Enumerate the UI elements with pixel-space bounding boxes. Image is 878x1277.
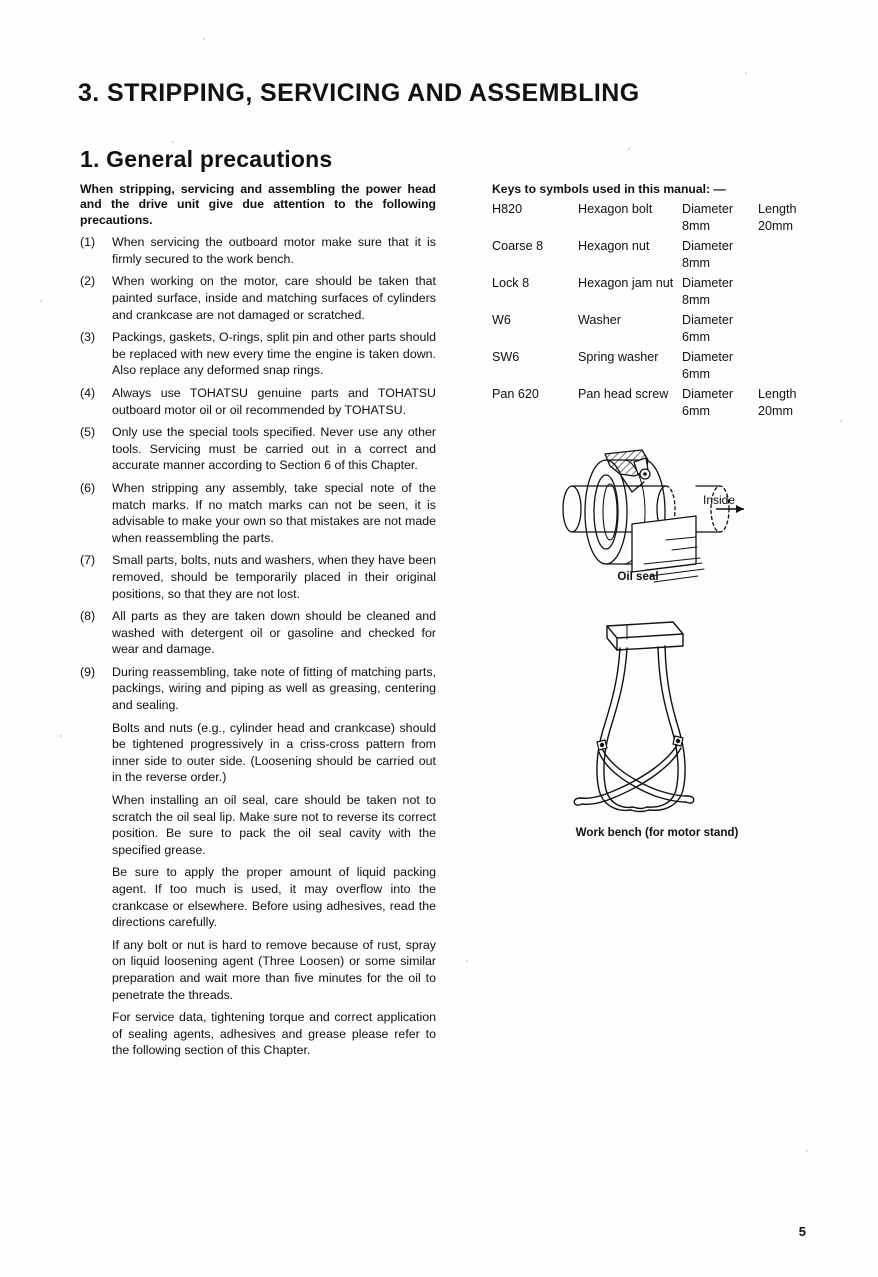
sub-paragraph: Be sure to apply the proper amount of liquid packing agent. If too much is used, it may overflow into the crankcase or elsewhere. Before using adhesives, read the directions carefully. [112, 865, 436, 930]
symbol-diameter: Diameter 6mm [682, 313, 734, 344]
table-row [492, 312, 832, 349]
table-row [492, 201, 832, 238]
symbol-length [758, 275, 832, 312]
symbol-length [758, 312, 832, 349]
symbol-code: Lock 8 [492, 276, 530, 290]
symbol-code: H820 [492, 202, 523, 216]
item-text: Only use the special tools specified. Never use any other tools. Servicing must be carried out in a correct and accurate manner according to Section 6 of this Chapter. [112, 425, 436, 473]
inside-annotation: Inside [703, 493, 736, 507]
item-number: (7) [80, 553, 96, 568]
precaution-item [80, 664, 436, 714]
symbol-diameter: Diameter 8mm [682, 239, 734, 270]
table-row [492, 349, 832, 386]
symbol-code: Coarse 8 [492, 239, 544, 253]
symbol-diameter: Diameter 8mm [682, 202, 734, 233]
sub-paragraph: Bolts and nuts (e.g., cylinder head and crankcase) should be tightened progressively in a criss-cross pattern from inner side to outer side. (Loosening should be carried out in the reverse order.) [112, 720, 436, 785]
table-row [492, 238, 832, 275]
sub-paragraph: For service data, tightening torque and correct application of sealing agents, adhesives and grease please refer to the following section of this Chapter. [112, 1010, 436, 1058]
oil-seal-diagram [548, 424, 748, 594]
oil-seal-caption: Oil seal [617, 570, 659, 583]
work-bench-diagram [545, 612, 725, 817]
scan-speck [40, 300, 42, 302]
item-text: Packings, gaskets, O-rings, split pin and other parts should be replaced with new every time the engine is taken down. Also replace any deformed snap rings. [112, 330, 436, 378]
symbol-code: W6 [492, 313, 511, 327]
symbol-name: Hexagon jam nut [578, 276, 674, 290]
item-number: (4) [80, 385, 96, 400]
symbol-name: Pan head screw [578, 387, 669, 401]
symbol-name: Spring washer [578, 350, 659, 364]
scan-speck [172, 141, 174, 143]
precaution-item [80, 234, 436, 267]
precaution-item [80, 552, 436, 602]
symbol-keys-table [492, 201, 832, 423]
scan-speck [840, 420, 842, 422]
precaution-item [80, 329, 436, 379]
symbol-name: Washer [578, 313, 621, 327]
scan-speck [60, 735, 62, 737]
symbol-diameter: Diameter 6mm [682, 350, 734, 381]
item-number: (8) [80, 609, 96, 624]
item-number: (9) [80, 664, 96, 679]
chapter-title: 3. STRIPPING, SERVICING AND ASSEMBLING [78, 78, 640, 107]
item-text: All parts as they are taken down should be cleaned and washed with detergent oil or gasoline and checked for wear and damage. [112, 609, 436, 657]
symbol-diameter: Diameter 8mm [682, 276, 734, 307]
item-text: Always use TOHATSU genuine parts and TOHATSU outboard motor oil or oil recommended by TOHATSU. [112, 385, 436, 417]
symbol-length: Length 20mm [758, 387, 797, 418]
work-bench-caption: Work bench (for motor stand) [575, 826, 739, 839]
scan-speck [466, 960, 468, 962]
precaution-item [80, 273, 436, 323]
section-title: 1. General precautions [80, 146, 333, 173]
symbol-code: Pan 620 [492, 387, 539, 401]
scan-speck [203, 38, 205, 40]
precaution-item [80, 608, 436, 658]
intro-paragraph: When stripping, servicing and assembling the power head and the drive unit give due attention to the following precautions. [80, 182, 436, 227]
item-number: (1) [80, 235, 96, 250]
symbol-diameter: Diameter 6mm [682, 387, 734, 418]
item-text: Small parts, bolts, nuts and washers, when they have been removed, should be temporarily placed in their original positions, so that they are not lost. [112, 553, 436, 601]
item-number: (2) [80, 274, 96, 289]
sub-paragraph: If any bolt or nut is hard to remove because of rust, spray on liquid loosening agent (Three Loosen) or some similar preparation and wait more than five minutes for the oil to penetrate the threads. [112, 937, 436, 1002]
item-text: When stripping any assembly, take special note of the match marks. If no match marks can not be seen, it is advisable to make your own so that mistakes are not made when reassembling the parts. [112, 480, 436, 545]
left-text-column [80, 182, 436, 1059]
symbol-length [758, 238, 832, 275]
symbol-length [758, 349, 832, 386]
table-row [492, 386, 832, 423]
symbol-name: Hexagon nut [578, 239, 650, 253]
table-row [492, 275, 832, 312]
item-number: (3) [80, 330, 96, 345]
page-number: 5 [798, 1224, 806, 1239]
scan-speck [745, 72, 747, 74]
precaution-item [80, 480, 436, 546]
item-text: When working on the motor, care should be taken that painted surface, inside and matching surfaces of cylinders and crankcase are not damaged or scratched. [112, 274, 436, 322]
right-column [492, 182, 832, 423]
item-number: (5) [80, 425, 96, 440]
precaution-item [80, 385, 436, 418]
scan-speck [806, 1150, 808, 1152]
item-number: (6) [80, 480, 96, 495]
precaution-item [80, 424, 436, 474]
item-text: When servicing the outboard motor make sure that it is firmly secured to the work bench. [112, 235, 436, 266]
sub-paragraph: When installing an oil seal, care should be taken not to scratch the oil seal lip. Make sure not to reverse its correct position. Be sure to pack the oil seal cavity with the specified grease. [112, 793, 436, 857]
symbol-code: SW6 [492, 350, 520, 364]
item-text: During reassembling, take note of fitting of matching parts, packings, wiring and piping as well as greasing, centering and sealing. [112, 664, 436, 713]
symbol-name: Hexagon bolt [578, 202, 653, 216]
scan-speck [628, 148, 630, 150]
keys-heading: Keys to symbols used in this manual: — [492, 182, 726, 196]
symbol-length: Length 20mm [758, 202, 797, 233]
